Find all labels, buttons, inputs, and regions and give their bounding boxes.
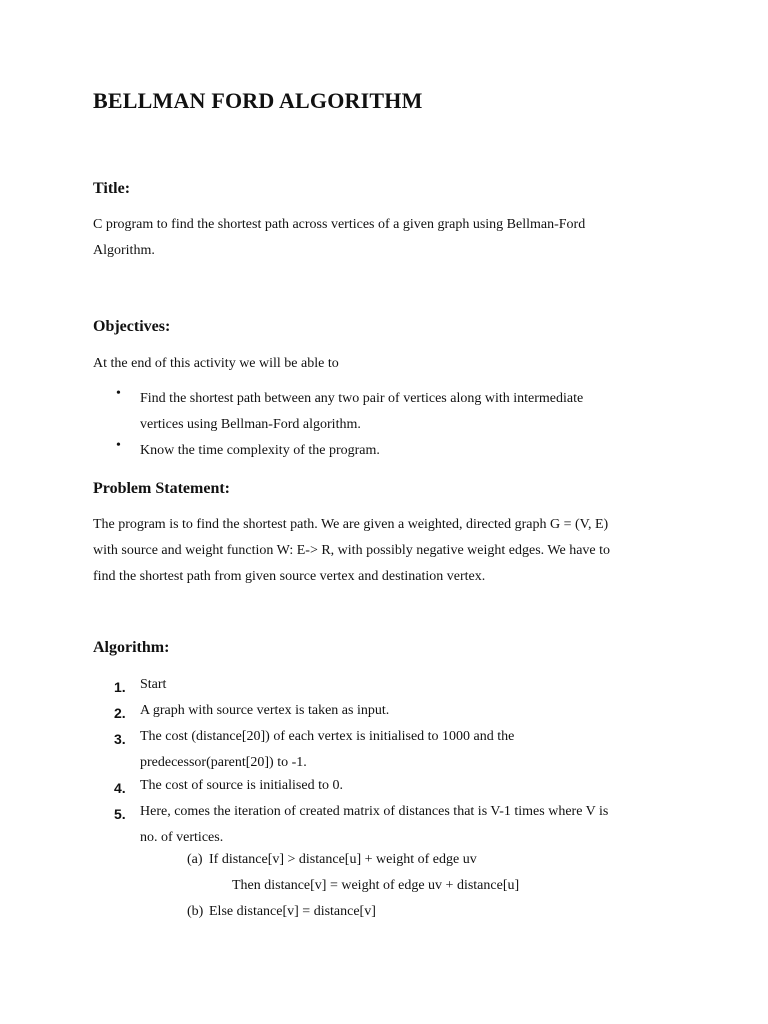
step-2-line-1: A graph with source vertex is taken as input. — [140, 703, 390, 718]
problem-line-3: find the shortest path from given source vertex and destination vertex. — [93, 569, 486, 584]
step-5-line-1: Here, comes the iteration of created matrix of distances that is V-1 times where V is — [140, 804, 609, 819]
step-3-line-1: The cost (distance[20]) of each vertex is initialised to 1000 and the — [140, 729, 515, 744]
step-5-line-2: no. of vertices. — [140, 830, 224, 845]
step-number: 5. — [114, 806, 126, 822]
step-3-line-2: predecessor(parent[20]) to -1. — [140, 755, 307, 770]
substep-label: (a) — [187, 852, 203, 867]
objective-2-line-1: Know the time complexity of the program. — [140, 443, 380, 458]
step-number: 3. — [114, 731, 126, 747]
objective-1-line-2: vertices using Bellman-Ford algorithm. — [140, 417, 361, 432]
title-heading: Title: — [93, 180, 131, 197]
title-line-2: Algorithm. — [93, 243, 155, 258]
title-line-1: C program to find the shortest path across vertices of a given graph using Bellman-Ford — [93, 217, 586, 232]
step-number: 2. — [114, 705, 126, 721]
substep-label: (b) — [187, 904, 204, 919]
step-number: 4. — [114, 780, 126, 796]
objective-1-line-1: Find the shortest path between any two pair of vertices along with intermediate — [140, 391, 584, 406]
bullet-marker: • — [116, 438, 121, 453]
bullet-marker: • — [116, 386, 121, 401]
document-title: BELLMAN FORD ALGORITHM — [93, 88, 423, 113]
algorithm-heading: Algorithm: — [93, 639, 170, 656]
objectives-heading: Objectives: — [93, 318, 171, 335]
objectives-intro: At the end of this activity we will be able to — [93, 356, 339, 371]
step-1-line-1: Start — [140, 677, 167, 692]
problem-statement-heading: Problem Statement: — [93, 480, 230, 497]
step-number: 1. — [114, 679, 126, 695]
problem-line-1: The program is to find the shortest path. We are given a weighted, directed graph G = (V, E) — [93, 517, 609, 532]
substep-a-continuation: Then distance[v] = weight of edge uv + distance[u] — [232, 878, 520, 893]
step-4-line-1: The cost of source is initialised to 0. — [140, 778, 343, 793]
substep-b-text: Else distance[v] = distance[v] — [209, 904, 376, 919]
substep-a-text: If distance[v] > distance[u] + weight of edge uv — [209, 852, 477, 867]
problem-line-2: with source and weight function W: E-> R, with possibly negative weight edges. We have to — [93, 543, 611, 558]
